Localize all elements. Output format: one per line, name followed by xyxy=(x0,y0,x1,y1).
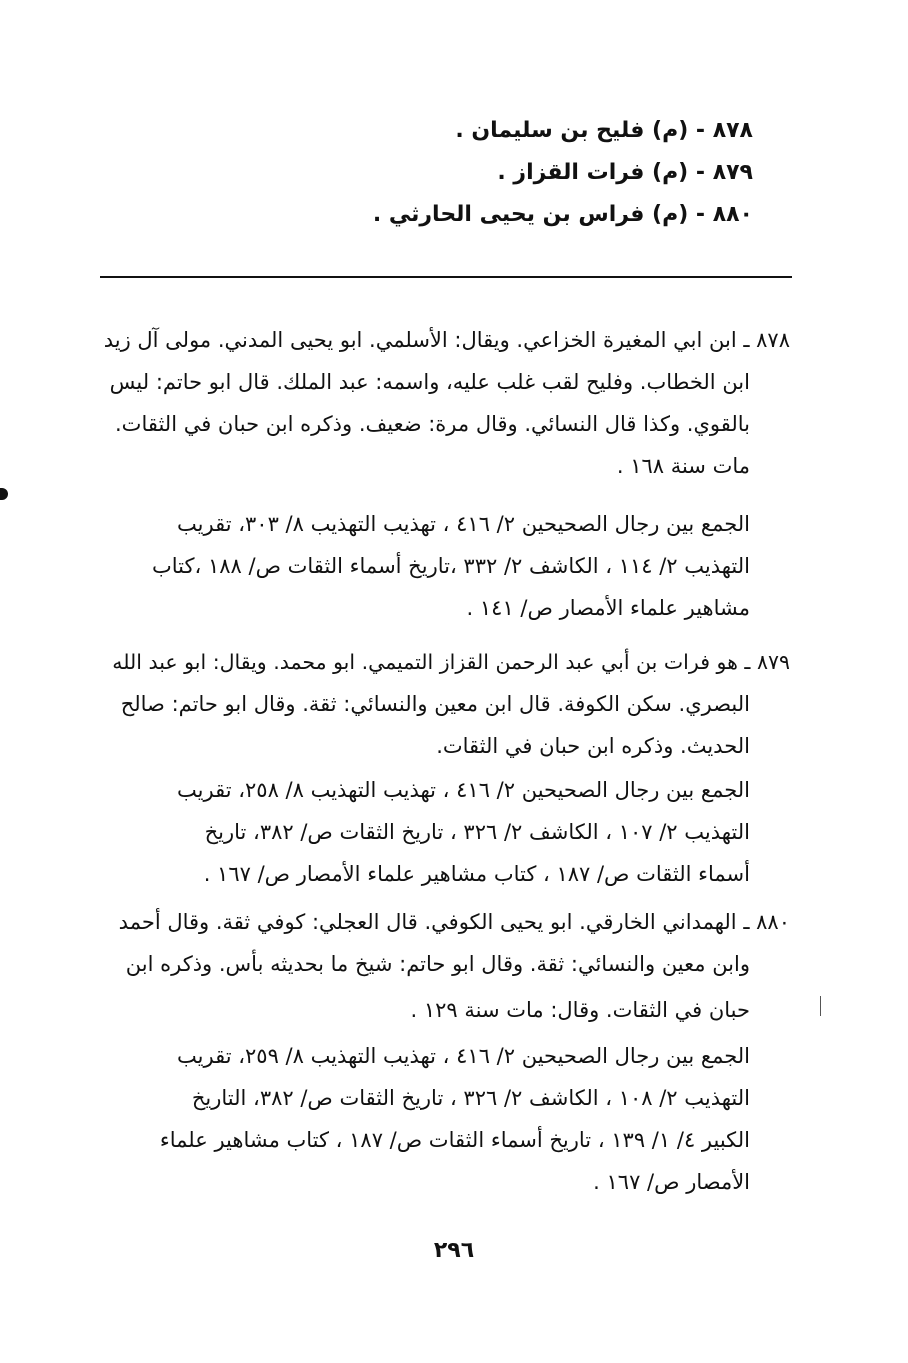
entry-878-line-4: مات سنة ١٦٨ . xyxy=(616,454,750,478)
entry-878-line-3: بالقوي. وكذا قال النسائي. وقال مرة: ضعيف. وذكره ابن حبان في الثقات. xyxy=(115,412,750,436)
margin-blot xyxy=(0,488,8,500)
entry-879-line-1: ٨٧٩ ـ هو فرات بن أبي عبد الرحمن القزاز التميمي. ابو محمد. ويقال: ابو عبد الله xyxy=(112,650,790,674)
entry-880-source-4: الأمصار ص/ ١٦٧ . xyxy=(593,1170,750,1194)
entry-880-line-3: حبان في الثقات. وقال: مات سنة ١٢٩ . xyxy=(410,998,750,1022)
separator-rule xyxy=(100,276,792,278)
entry-878-source-2: التهذيب ٢/ ١١٤ ، الكاشف ٢/ ٣٣٢ ،تاريخ أسماء الثقات ص/ ١٨٨ ،كتاب xyxy=(152,554,750,578)
entry-880-line-2: وابن معين والنسائي: ثقة. وقال ابو حاتم: شيخ ما بحديثه بأس. وذكره ابن xyxy=(125,952,750,976)
entry-880-source-1: الجمع بين رجال الصحيحين ٢/ ٤١٦ ، تهذيب التهذيب ٨/ ٢٥٩، تقريب xyxy=(177,1044,750,1068)
heading-entry-878: ٨٧٨ - (م) فليح بن سليمان . xyxy=(455,118,753,143)
entry-879-line-3: الحديث. وذكره ابن حبان في الثقات. xyxy=(436,734,750,758)
page-number: ٢٩٦ xyxy=(433,1238,475,1263)
heading-entry-880: ٨٨٠ - (م) فراس بن يحيى الحارثي . xyxy=(372,202,753,227)
margin-mark xyxy=(820,996,821,1016)
entry-878-line-2: ابن الخطاب. وفليح لقب غلب عليه، واسمه: عبد الملك. قال ابو حاتم: ليس xyxy=(109,370,750,394)
entry-879-source-2: التهذيب ٢/ ١٠٧ ، الكاشف ٢/ ٣٢٦ ، تاريخ الثقات ص/ ٣٨٢، تاريخ xyxy=(204,820,750,844)
heading-entry-879: ٨٧٩ - (م) فرات القزاز . xyxy=(497,160,753,185)
entry-879-source-1: الجمع بين رجال الصحيحين ٢/ ٤١٦ ، تهذيب التهذيب ٨/ ٢٥٨، تقريب xyxy=(177,778,750,802)
entry-879-line-2: البصري. سكن الكوفة. قال ابن معين والنسائي: ثقة. وقال ابو حاتم: صالح xyxy=(120,692,750,716)
entry-880-source-3: الكبير ٤/ ١/ ١٣٩ ، تاريخ أسماء الثقات ص/ ١٨٧ ، كتاب مشاهير علماء xyxy=(159,1128,750,1152)
entry-880-line-1: ٨٨٠ ـ الهمداني الخارقي. ابو يحيى الكوفي. قال العجلي: كوفي ثقة. وقال أحمد xyxy=(118,910,790,934)
entry-878-source-3: مشاهير علماء الأمصار ص/ ١٤١ . xyxy=(466,596,750,620)
entry-878-source-1: الجمع بين رجال الصحيحين ٢/ ٤١٦ ، تهذيب التهذيب ٨/ ٣٠٣، تقريب xyxy=(177,512,750,536)
entry-879-source-3: أسماء الثقات ص/ ١٨٧ ، كتاب مشاهير علماء الأمصار ص/ ١٦٧ . xyxy=(203,862,750,886)
entry-880-source-2: التهذيب ٢/ ١٠٨ ، الكاشف ٢/ ٣٢٦ ، تاريخ الثقات ص/ ٣٨٢، التاريخ xyxy=(191,1086,750,1110)
entry-878-line-1: ٨٧٨ ـ ابن ابي المغيرة الخزاعي. ويقال: الأسلمي. ابو يحيى المدني. مولى آل زيد xyxy=(103,328,790,352)
